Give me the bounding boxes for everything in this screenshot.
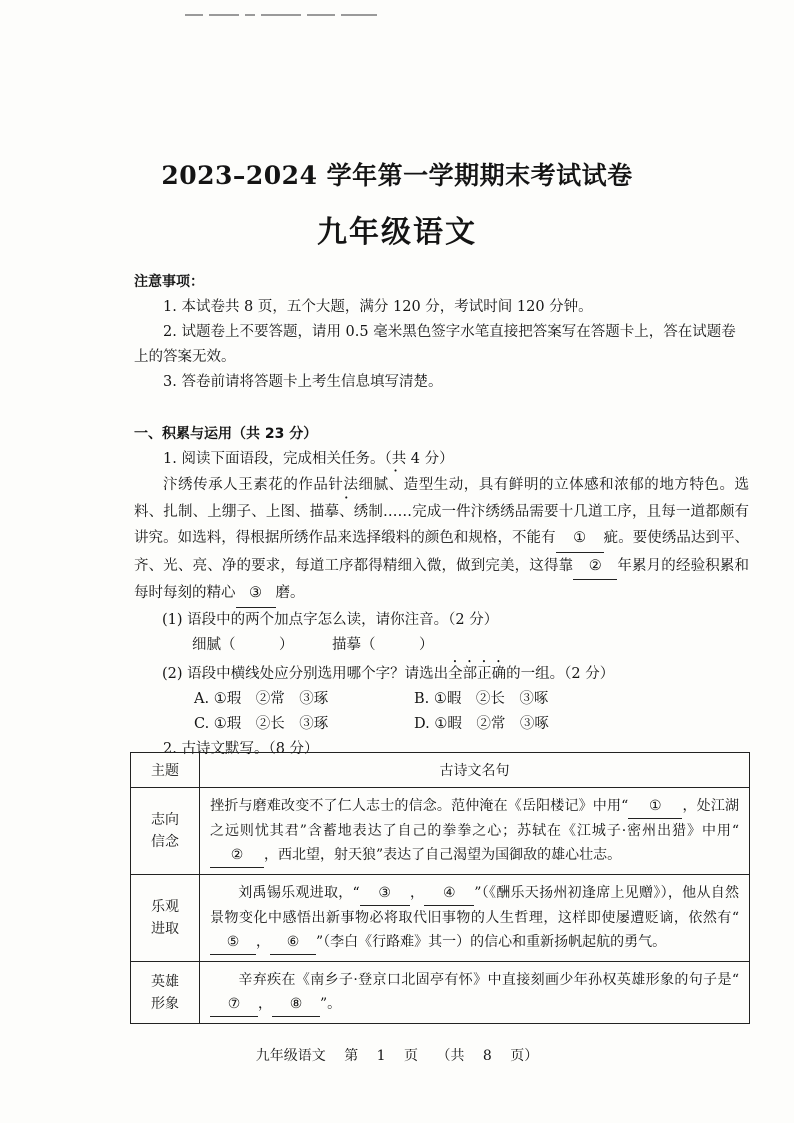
option-b[interactable]: B. ①暇 ②长 ③啄 <box>414 690 549 707</box>
sub-question-2: (2) 语段中横线处应分别选用哪个字？请选出全部正确的一组。（2 分） <box>162 665 615 682</box>
footer-total: （共 8 页） <box>436 1048 539 1064</box>
notice-item: 1. 本试卷共 8 页，五个大题，满分 120 分，考试时间 120 分钟。 <box>163 299 593 315</box>
table-row <box>131 875 750 962</box>
dotted-phrase: 全部正确 <box>448 665 507 682</box>
exam-title: 2023–2024 学年第一学期期末考试试卷 <box>161 161 633 190</box>
page-footer <box>0 1045 794 1065</box>
dotted-char: 摹 <box>324 503 340 520</box>
question-1-prompt: 1. 阅读下面语段，完成相关任务。（共 4 分） <box>163 451 454 467</box>
pinyin-item[interactable]: 描摹（ ） <box>332 636 434 653</box>
row-content: 挫折与磨难改变不了仁人志士的信念。范仲淹在《岳阳楼记》中用“ ① ，处江湖之远则忧其君”含蓄地表达了自己的拳拳之心；苏轼在《江城子·密州出猎》中用“② ，西北望，射天狼”表达了自己渴望为国御敌的雄心壮志。 <box>200 788 750 875</box>
sub-question-1: (1) 语段中的两个加点字怎么读，请你注音。（2 分） <box>162 611 499 628</box>
table-header-topic: 主题 <box>131 753 200 788</box>
answer-blank[interactable]: ⑧ <box>272 992 320 1017</box>
table-row <box>131 962 750 1024</box>
answer-blank[interactable]: ④ <box>424 881 474 906</box>
notice-item: 2. 试题卷上不要答题，请用 0.5 毫米黑色签字水笔直接把答案写在答题卡上，答在试题卷上的答案无效。 <box>134 324 736 365</box>
pinyin-item[interactable]: 细腻（ ） <box>192 636 294 653</box>
answer-blank[interactable]: ③ <box>236 580 276 608</box>
option-c[interactable]: C. ①瑕 ②长 ③琢 <box>194 715 329 732</box>
exam-subtitle: 九年级语文 <box>317 215 477 250</box>
section-one <box>134 422 749 762</box>
row-content: 刘禹锡乐观进取，“ ③ ， ④ ”（《酬乐天扬州初逢席上见赠》），他从自然景物变化中感悟出新事物必将取代旧事物的人生哲理，这样即使屡遭贬谪，依然有“⑤ ， ⑥ ”（李白《行路难》其一）的信心和重新扬帆起航的勇气。 <box>200 875 750 962</box>
row-topic: 乐观 进取 <box>131 875 200 962</box>
table-header-row <box>131 753 750 788</box>
answer-blank[interactable]: ① <box>628 794 682 819</box>
notice-block <box>134 270 749 395</box>
answer-blank[interactable]: ⑤ <box>210 930 256 955</box>
answer-blank[interactable]: ③ <box>360 881 410 906</box>
row-topic: 英雄 形象 <box>131 962 200 1024</box>
footer-subject: 九年级语文 <box>255 1048 326 1064</box>
table-header-content: 古诗文名句 <box>200 753 750 788</box>
options-row <box>134 712 749 737</box>
option-a[interactable]: A. ①瑕 ②常 ③琢 <box>194 690 329 707</box>
section-heading: 一、积累与运用（共 23 分） <box>134 426 318 442</box>
notice-heading: 注意事项： <box>134 274 204 290</box>
dotted-char: 腻 <box>373 477 389 493</box>
answer-blank[interactable]: ② <box>210 843 264 868</box>
option-d[interactable]: D. ①暇 ②常 ③啄 <box>414 715 549 732</box>
row-content: 辛弃疾在《南乡子·登京口北固亭有怀》中直接刻画少年孙权英雄形象的句子是“⑦ ， ⑧ ”。 <box>200 962 750 1024</box>
reading-passage: 汴绣传承人王素花的作品针法细腻、造型生动，具有鲜明的立体感和浓郁的地方特色。选料、扎制、上绷子、上图、描摹、绣制……完成一件汴绣绣品需要十几道工序，且每一道都颇有讲究。如选料，得根据所绣作品来选择缎料的颜色和规格，不能有 ① 疵。要使绣品达到平、齐、光、亮、净的要求，每道工序都得精细入微，做到完美，这得靠 ② 年累月的经验积累和每时每刻的精心 ③ 磨。 <box>134 472 749 608</box>
table-row <box>131 788 750 875</box>
answer-blank[interactable]: ① <box>556 525 604 553</box>
notice-item: 3. 答卷前请将答题卡上考生信息填写清楚。 <box>163 374 443 390</box>
answer-blank[interactable]: ⑥ <box>270 930 316 955</box>
options-row <box>134 687 749 712</box>
question-2-prompt: 2. 古诗文默写。（8 分） <box>163 740 319 757</box>
scan-marks <box>185 14 395 18</box>
footer-page: 第 1 页 <box>344 1048 418 1064</box>
answer-blank[interactable]: ⑦ <box>210 992 258 1017</box>
answer-blank[interactable]: ② <box>573 553 617 581</box>
row-topic: 志向 信念 <box>131 788 200 875</box>
poem-table <box>130 752 750 1024</box>
pinyin-row <box>134 633 749 658</box>
